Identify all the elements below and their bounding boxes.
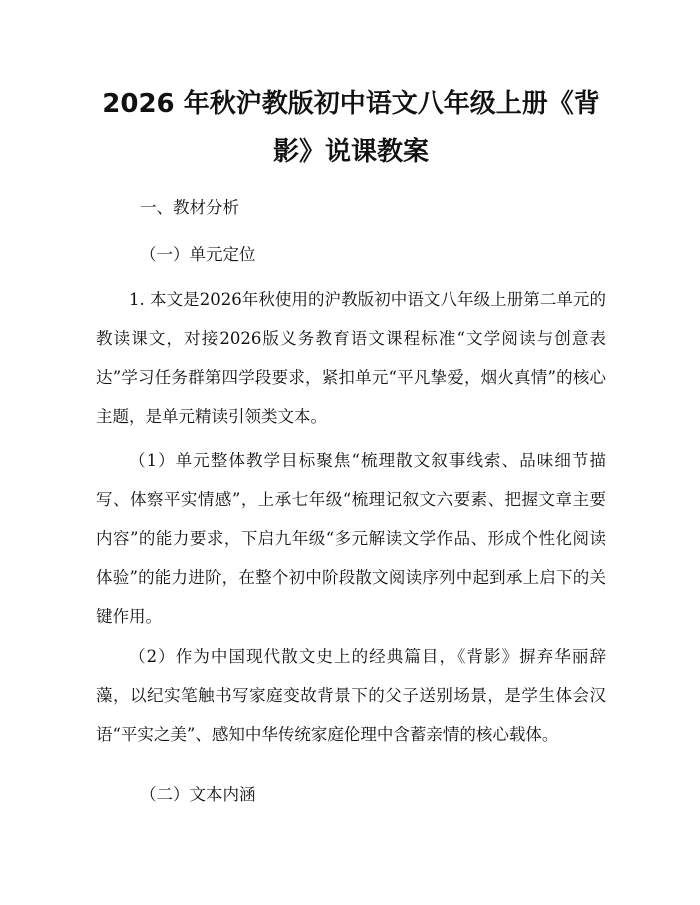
paragraph-unit-goals: （1）单元整体教学目标聚焦“梳理散文叙事线索、品味细节描写、体察平实情感”，上承七年级“梳理记叙文六要素、把握文章主要内容”的能力要求，下启九年级“多元解读文学作品、形成个性化阅读体验”的能力进阶，在整个初中阶段散文阅读序列中起到承上启下的关键作用。 — [96, 451, 606, 626]
paragraph-unit-position: 1. 本文是2026年秋使用的沪教版初中语文八年级上册第二单元的教读课文，对接2026版义务教育语文课程标准“文学阅读与创意表达”学习任务群第四学段要求，紧扣单元“平凡挚爱，烟火真情”的核心主题，是单元精读引领类文本。 — [96, 290, 606, 426]
document-title-line-2: 影》说课教案 — [272, 137, 429, 167]
section-heading-textbook-analysis: 一、教材分析 — [140, 198, 239, 217]
subsection-heading-text-connotation: （二）文本内涵 — [140, 785, 256, 804]
paragraph-text-significance: （2）作为中国现代散文史上的经典篇目，《背影》摒弃华丽辞藻，以纪实笔触书写家庭变故背景下的父子送别场景，是学生体会汉语“平实之美”、感知中华传统家庭伦理中含蓄亲情的核心载体。 — [96, 647, 606, 744]
document-title-line-1: 2026 年秋沪教版初中语文八年级上册《背 — [102, 89, 600, 119]
subsection-heading-unit-position: （一）单元定位 — [140, 245, 256, 264]
